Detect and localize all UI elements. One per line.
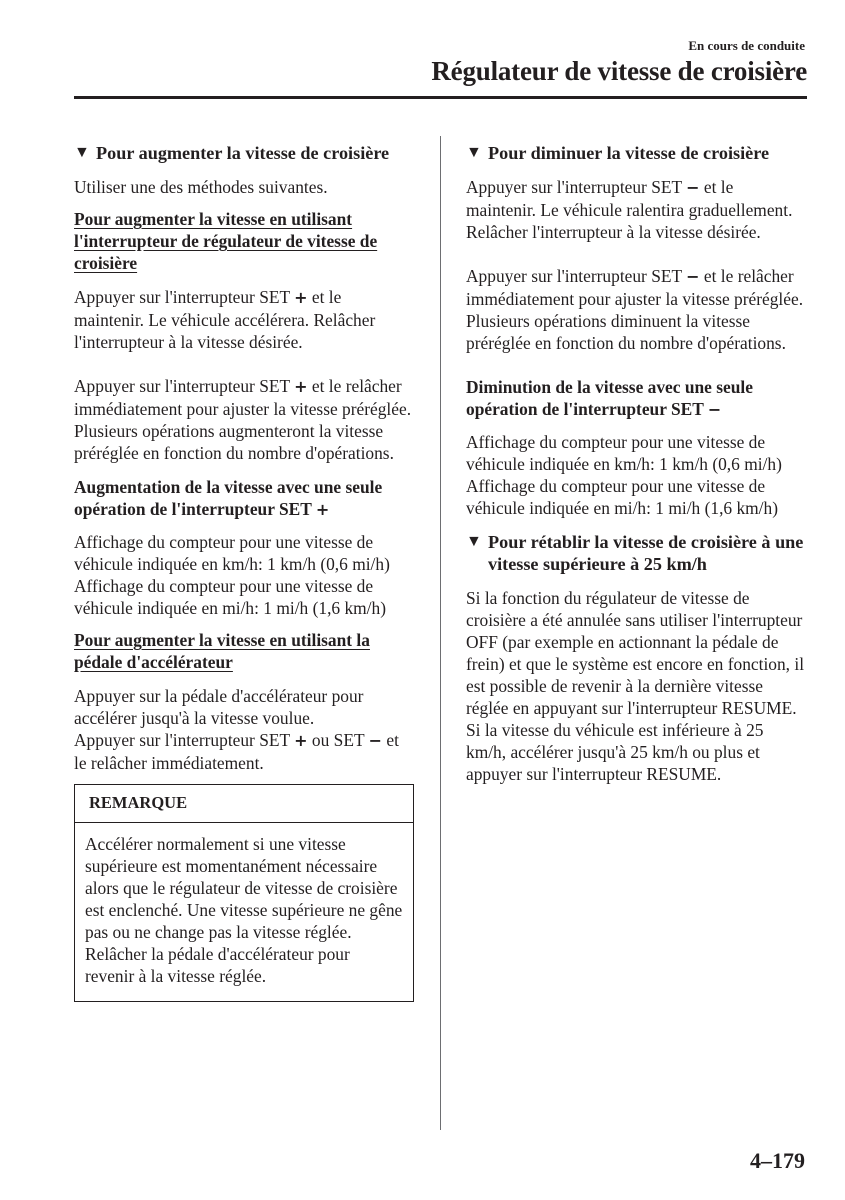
triangle-bullet-icon: ▼ (466, 144, 482, 161)
right-column (466, 142, 806, 785)
plus-icon: + (294, 731, 308, 750)
text: Augmentation de la vitesse avec une seule opération de l'interrupteur SET (74, 477, 383, 519)
column-divider (440, 136, 441, 1130)
triangle-bullet-icon: ▼ (74, 144, 90, 161)
plus-icon: + (315, 500, 330, 519)
page-number: 4–179 (750, 1148, 805, 1173)
text: ou SET (307, 730, 369, 750)
triangle-bullet-icon: ▼ (466, 533, 482, 550)
subheading-pedal-method: Pour augmenter la vitesse en utilisant la pédale d'accélérateur (74, 630, 370, 672)
paragraph (466, 176, 806, 221)
paragraph: Affichage du compteur pour une vitesse de véhicule indiquée en km/h: 1 km/h (0,6 mi/h) (74, 532, 390, 574)
plus-icon: + (294, 377, 308, 396)
minus-icon: − (707, 400, 722, 419)
section-label: En cours de conduite (688, 38, 805, 53)
page-title: Régulateur de vitesse de croisière (431, 56, 807, 86)
note-box (74, 784, 414, 1002)
heading-text: Pour diminuer la vitesse de croisière (488, 143, 770, 163)
text: et le maintenir. Le véhicule ralentira graduellement. (466, 177, 793, 220)
paragraph: Affichage du compteur pour une vitesse de véhicule indiquée en mi/h: 1 mi/h (1,6 km/h) (74, 576, 387, 618)
paragraph: Si la fonction du régulateur de vitesse de croisière a été annulée sans utiliser l'interrupteur OFF (par exemple en actionnant la pédale de frein) et que le système est encore en fonction, il est possible de revenir à la dernière vitesse réglée en appuyant sur l'interrupteur RESUME. (466, 588, 805, 718)
paragraph: Si la vitesse du véhicule est inférieure à 25 km/h, accélérer jusqu'à 25 km/h ou plus et appuyer sur l'interrupteur RESUME. (466, 720, 764, 784)
paragraph (74, 729, 414, 774)
heading-text: Pour augmenter la vitesse de croisière (96, 143, 390, 163)
heading-text: Pour rétablir la vitesse de croisière à une vitesse supérieure à 25 km/h (488, 532, 804, 574)
paragraph: Utiliser une des méthodes suivantes. (74, 177, 328, 197)
paragraph: Affichage du compteur pour une vitesse de véhicule indiquée en mi/h: 1 mi/h (1,6 km/h) (466, 476, 779, 518)
paragraph: Affichage du compteur pour une vitesse de véhicule indiquée en km/h: 1 km/h (0,6 mi/h) (466, 432, 782, 474)
paragraph (74, 286, 414, 353)
text: Appuyer sur l'interrupteur SET (74, 287, 295, 307)
paragraph: Relâcher l'interrupteur à la vitesse désirée. (466, 222, 761, 242)
text: Appuyer sur l'interrupteur SET (466, 177, 687, 197)
heading-resume-speed (466, 531, 806, 575)
subheading-single-operation (74, 476, 414, 521)
plus-icon: + (294, 288, 308, 307)
text: Diminution de la vitesse avec une seule opération de l'interrupteur SET (466, 377, 753, 419)
text: Appuyer sur l'interrupteur SET (74, 730, 295, 750)
paragraph (74, 375, 414, 464)
left-column (74, 142, 414, 1002)
heading-increase-speed (74, 142, 414, 164)
text: et le maintenir. Le véhicule accélérera. Relâcher l'interrupteur à la vitesse désirée. (74, 287, 376, 352)
text: et le relâcher immédiatement pour ajuster la vitesse préréglée. Plusieurs opérations augmenteront la vitesse préréglée en fonction du nombre d'opérations. (74, 376, 412, 463)
heading-decrease-speed (466, 142, 806, 164)
text: et le relâcher immédiatement pour ajuster la vitesse préréglée. Plusieurs opérations diminuent la vitesse préréglée en fonction du nombre d'opérations. (466, 266, 804, 353)
paragraph: Appuyer sur la pédale d'accélérateur pour accélérer jusqu'à la vitesse voulue. (74, 686, 364, 728)
header-rule (74, 96, 807, 99)
subheading-single-operation (466, 376, 806, 421)
note-body: Accélérer normalement si une vitesse supérieure est momentanément nécessaire alors que le régulateur de vitesse de croisière est enclenché. Une vitesse supérieure ne gêne pas ou ne change pas la vitesse réglée. Relâcher la pédale d'accélérateur pour revenir à la vitesse réglée. (85, 834, 403, 986)
subheading-switch-method: Pour augmenter la vitesse en utilisant l'interrupteur de régulateur de vitesse de croisière (74, 209, 378, 273)
minus-icon: − (686, 178, 700, 197)
minus-icon: − (686, 267, 700, 286)
minus-icon: − (368, 731, 383, 750)
paragraph (466, 265, 806, 354)
text: Appuyer sur l'interrupteur SET (466, 266, 687, 286)
text: et le relâcher immédiatement. (74, 730, 399, 773)
note-title: REMARQUE (75, 785, 413, 823)
text: Appuyer sur l'interrupteur SET (74, 376, 295, 396)
